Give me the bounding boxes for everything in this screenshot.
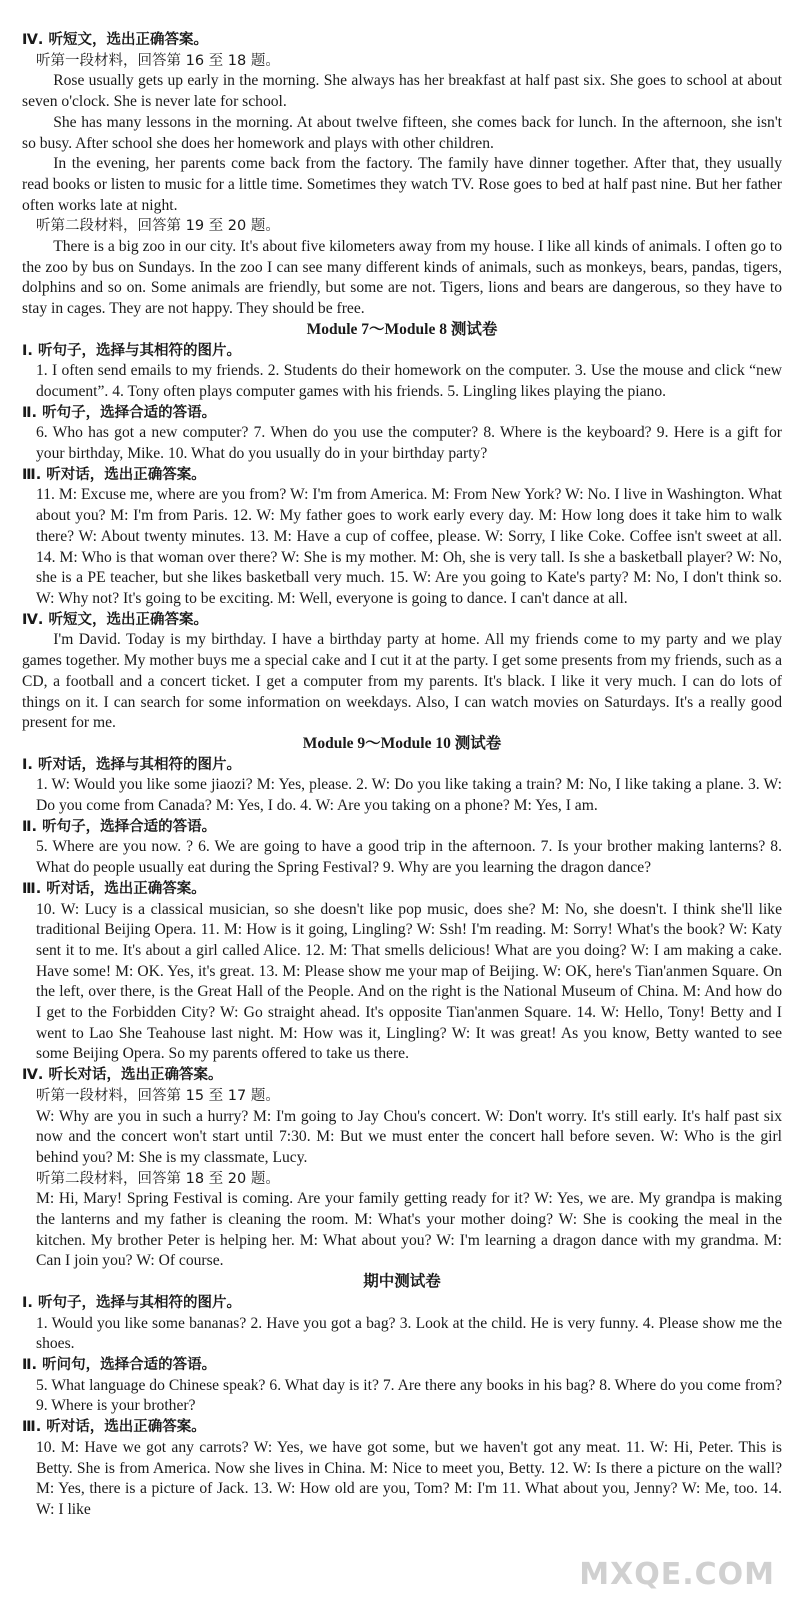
transcript-paragraph: 1. Would you like some bananas? 2. Have you got a bag? 3. Look at the child. He is very funny. 4. Please show me the shoes.: [36, 1314, 782, 1353]
section-heading: Ⅳ. 听短文，选出正确答案。: [22, 32, 208, 48]
section-heading: Ⅳ. 听长对话，选出正确答案。: [22, 1067, 223, 1084]
transcript-paragraph: There is a big zoo in our city. It's about five kilometers away from my house. I like all kinds of animals. I often go to the zoo by bus on Sundays. In the zoo I can see many different kinds of animals, such as monkeys, bears, pandas, tigers, dolphins and so on. Some animals are friendly, but some are not. Tigers, lions and bears are dangerous, so they have to stay in cages. They are not happy. They should be free.: [22, 238, 782, 318]
section-heading: Ⅰ. 听句子，选择与其相符的图片。: [22, 1294, 241, 1311]
document-page: [22, 30, 782, 1521]
subsection-instruction: 听第二段材料，回答第 18 至 20 题。: [36, 1170, 280, 1187]
section-heading: Ⅱ. 听问句，选择合适的答语。: [22, 1357, 217, 1373]
section-heading: Ⅱ. 听句子，选择合适的答语。: [22, 818, 217, 835]
subsection-instruction: 听第一段材料，回答第 16 至 18 题。: [36, 52, 280, 69]
subsection-instruction: 听第二段材料，回答第 19 至 20 题。: [36, 218, 280, 235]
section-heading: Ⅳ. 听短文，选出正确答案。: [22, 611, 208, 628]
section-heading: Ⅲ. 听对话，选出正确答案。: [22, 880, 206, 897]
transcript-paragraph: 11. M: Excuse me, where are you from? W: I'm from America. M: From New York? W: No. I live in Washington. What about you? M: I'm from Paris. 12. W: My father goes to work early every day. M: How long does it take him to walk there? W: About twenty minutes. 13. M: Have a cup of coffee, please. W: Sorry, I like Coke. Coffee isn't sweet at all. 14. M: Who is that woman over there? W: She is my mother. M: Oh, she is very tall. Is she a basketball player? W: No, she is a PE teacher, but she likes basketball very much. 15. W: Are you going to Kate's party? M: No, I don't think so. W: Why not? It's going to be exciting. M: Well, everyone is going to dance. I can't dance at all.: [36, 486, 782, 607]
transcript-paragraph: 10. W: Lucy is a classical musician, so she doesn't like pop music, does she? M: No, she doesn't. I think she'll like traditional Beijing Opera. 11. M: How is it going, Lingling? W: Ssh! I'm reading. M: Sorry! What's the book? W: Katy sent it to me. It's about a girl called Alice. 12. M: That smells delicious! What are you doing? W: I am making a cake. Have some! M: OK. Yes, it's great. 13. M: Please show me your map of Beijing. W: OK, here's Tian'anmen Square. On the left, over there, is the Great Hall of the People. And on the right is the National Museum of China. M: And how do I get to the Forbidden City? W: Go straight ahead. It's opposite Tian'anmen Square. 14. W: Hello, Tony! Betty and I went to Lao She Teahouse last night. M: How was it, Lingling? W: It was great! As you know, Betty wanted to see some Beijing Opera. So my parents offered to take us there.: [36, 900, 782, 1063]
module-title: 期中测试卷: [363, 1273, 441, 1291]
subsection-instruction: 听第一段材料，回答第 15 至 17 题。: [36, 1087, 280, 1104]
transcript-paragraph: She has many lessons in the morning. At about twelve fifteen, she comes back for lunch. In the afternoon, she isn't so busy. After school she does her homework and plays with other children.: [22, 113, 782, 152]
module-title: Module 9～Module 10 测试卷: [302, 734, 502, 752]
section-heading: Ⅰ. 听对话，选择与其相符的图片。: [22, 756, 241, 773]
transcript-paragraph: 1. I often send emails to my friends. 2. Students do their homework on the computer. 3. Use the mouse and click “new document”. 4. Tony often plays computer games with his friends. 5. Lingling likes playing the piano.: [36, 362, 782, 400]
transcript-paragraph: In the evening, her parents come back from the factory. The family have dinner together. After that, they usually read books or listen to music for a little time. Sometimes they watch TV. Rose goes to bed at half past nine. But her father often works late at night.: [22, 155, 782, 214]
section-heading: Ⅰ. 听句子，选择与其相符的图片。: [22, 342, 241, 359]
watermark-logo: MXQE.COM: [579, 1557, 775, 1592]
transcript-paragraph: W: Why are you in such a hurry? M: I'm going to Jay Chou's concert. W: Don't worry. It's still early. It's half past six now and the concert won't start until 7:30. M: But we must enter the concert hall before seven. W: Who is the girl behind you? M: She is my classmate, Lucy.: [36, 1107, 782, 1166]
transcript-paragraph: 5. What language do Chinese speak? 6. What day is it? 7. Are there any books in his bag? 8. Where do you come from? 9. Where is your brother?: [36, 1376, 782, 1415]
module-title: Module 7～Module 8 测试卷: [306, 320, 498, 338]
transcript-paragraph: 5. Where are you now. ? 6. We are going to have a good trip in the afternoon. 7. Is your brother making lanterns? 8. What do people usually eat during the Spring Festival? 9. Why are you learning the dragon dance?: [36, 838, 782, 877]
section-heading: Ⅱ. 听句子，选择合适的答语。: [22, 404, 217, 421]
transcript-paragraph: 1. W: Would you like some jiaozi? M: Yes, please. 2. W: Do you like taking a train? M: No, I like taking a plane. 3. W: Do you come from Canada? M: Yes, I do. 4. W: Are you taking on a phone? M: Yes, I am.: [36, 776, 782, 815]
transcript-paragraph: Rose usually gets up early in the morning. She always has her breakfast at half past six. She goes to school at about seven o'clock. She is never late for school.: [22, 72, 782, 111]
transcript-paragraph: 6. Who has got a new computer? 7. When do you use the computer? 8. Where is the keyboard? 9. Here is a gift for your birthday, Mike. 10. What do you usually do in your birthday party?: [36, 424, 782, 463]
transcript-paragraph: M: Hi, Mary! Spring Festival is coming. Are your family getting ready for it? W: Yes, we are. My grandpa is making the lanterns and my father is cleaning the room. M: What's your mother doing? W: She is cooking the meal in the kitchen. My brother Peter is helping her. M: What about you? W: I'm learning a dragon dance with my grandma. M: Can I join you? W: Of course.: [36, 1190, 782, 1270]
section-heading: Ⅲ. 听对话，选出正确答案。: [22, 1419, 206, 1436]
transcript-paragraph: I'm David. Today is my birthday. I have a birthday party at home. All my friends come to my party and we play games together. My mother buys me a special cake and I cut it at the party. I get some presents from my friends, such as a CD, a football and a concert ticket. I get a computer from my parents. It's black. I like it very much. I can do lots of things on it. I can search for some information on weekdays. Also, I can watch movies on Saturdays. It's a really good present for me.: [22, 631, 782, 732]
transcript-paragraph: 10. M: Have we got any carrots? W: Yes, we have got some, but we haven't got any meat. 11. W: Hi, Peter. This is Betty. She is from America. Now she lives in China. M: Nice to meet you, Betty. 12. W: Is there a picture on the wall? M: Yes, there is a picture of Jack. 13. W: How old are you, Tom? M: I'm 11. What about you, Jenny? W: Me, too. 14. W: I like: [36, 1438, 782, 1518]
section-heading: Ⅲ. 听对话，选出正确答案。: [22, 466, 206, 483]
